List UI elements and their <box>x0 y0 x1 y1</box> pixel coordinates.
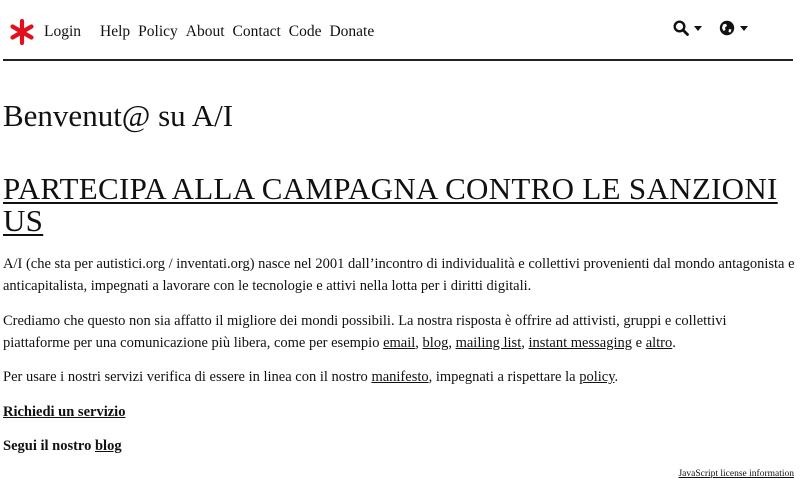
globe-icon <box>719 20 735 36</box>
nav-right <box>656 20 748 36</box>
chevron-down-icon <box>694 26 702 31</box>
page-title: Benvenut@ su A/I <box>3 98 234 133</box>
search-icon <box>673 20 689 36</box>
chevron-down-icon <box>740 26 748 31</box>
separator-text: e <box>632 334 646 351</box>
nav-about-link[interactable]: About <box>185 23 225 40</box>
other-services-link[interactable]: altro <box>645 334 673 351</box>
instant-messaging-link[interactable]: instant messaging <box>528 334 632 351</box>
mailing-list-link[interactable]: mailing list <box>455 334 522 351</box>
separator-text: , <box>521 334 529 351</box>
nav-donate-link[interactable]: Donate <box>329 23 375 40</box>
login-link[interactable]: Login <box>44 23 82 40</box>
language-dropdown[interactable] <box>719 20 748 36</box>
nav-policy-link[interactable]: Policy <box>138 23 178 40</box>
policy-text-mid: , impegnati a rispettare la <box>428 369 580 385</box>
campaign-link[interactable]: PARTECIPA ALLA CAMPAGNA CONTRO LE SANZIONI US <box>3 171 778 238</box>
nav-left <box>9 19 382 45</box>
separator-text: , <box>448 334 456 351</box>
separator-text: , <box>415 334 423 351</box>
follow-blog-paragraph <box>3 436 795 458</box>
nav-help-link[interactable]: Help <box>100 23 131 40</box>
end-punctuation: . <box>672 334 676 351</box>
follow-text: Segui il nostro <box>3 438 95 454</box>
policy-link[interactable]: policy <box>579 369 615 385</box>
campaign-heading <box>3 173 795 237</box>
services-text: Crediamo che questo non sia affatto il migliore dei mondi possibili. La nostra risposta è offrire ad attivisti, gruppi e collettivi piattaforme per una comunicazione più libera, come per esempio <box>3 313 727 351</box>
nav-contact-link[interactable]: Contact <box>232 23 281 40</box>
main-content <box>3 60 795 458</box>
request-service-link[interactable]: Richiedi un servizio <box>3 403 126 420</box>
blog-link[interactable]: blog <box>422 334 449 351</box>
manifesto-link[interactable]: manifesto <box>371 369 429 385</box>
policy-text: Per usare i nostri servizi verifica di essere in linea con il nostro <box>3 369 372 385</box>
follow-blog-link[interactable]: blog <box>94 438 122 454</box>
services-paragraph <box>3 311 795 354</box>
intro-paragraph: A/I (che sta per autistici.org / inventati.org) nasce nel 2001 dall’incontro di individualità e collettivi provenienti dal mondo antagonista e anticapitalista, impegnati a lavorare con le tecnologie e attivi nella lotta per i diritti digitali. <box>3 256 795 294</box>
end-punctuation: . <box>614 369 619 385</box>
nav-code-link[interactable]: Code <box>288 23 322 40</box>
search-dropdown[interactable] <box>673 20 702 36</box>
policy-paragraph <box>3 367 795 389</box>
js-license-link[interactable]: JavaScript license information <box>678 469 794 479</box>
email-link[interactable]: email <box>383 334 416 351</box>
top-navbar <box>3 0 793 61</box>
asterisk-logo-icon[interactable] <box>9 19 35 45</box>
request-service-paragraph <box>3 402 795 424</box>
